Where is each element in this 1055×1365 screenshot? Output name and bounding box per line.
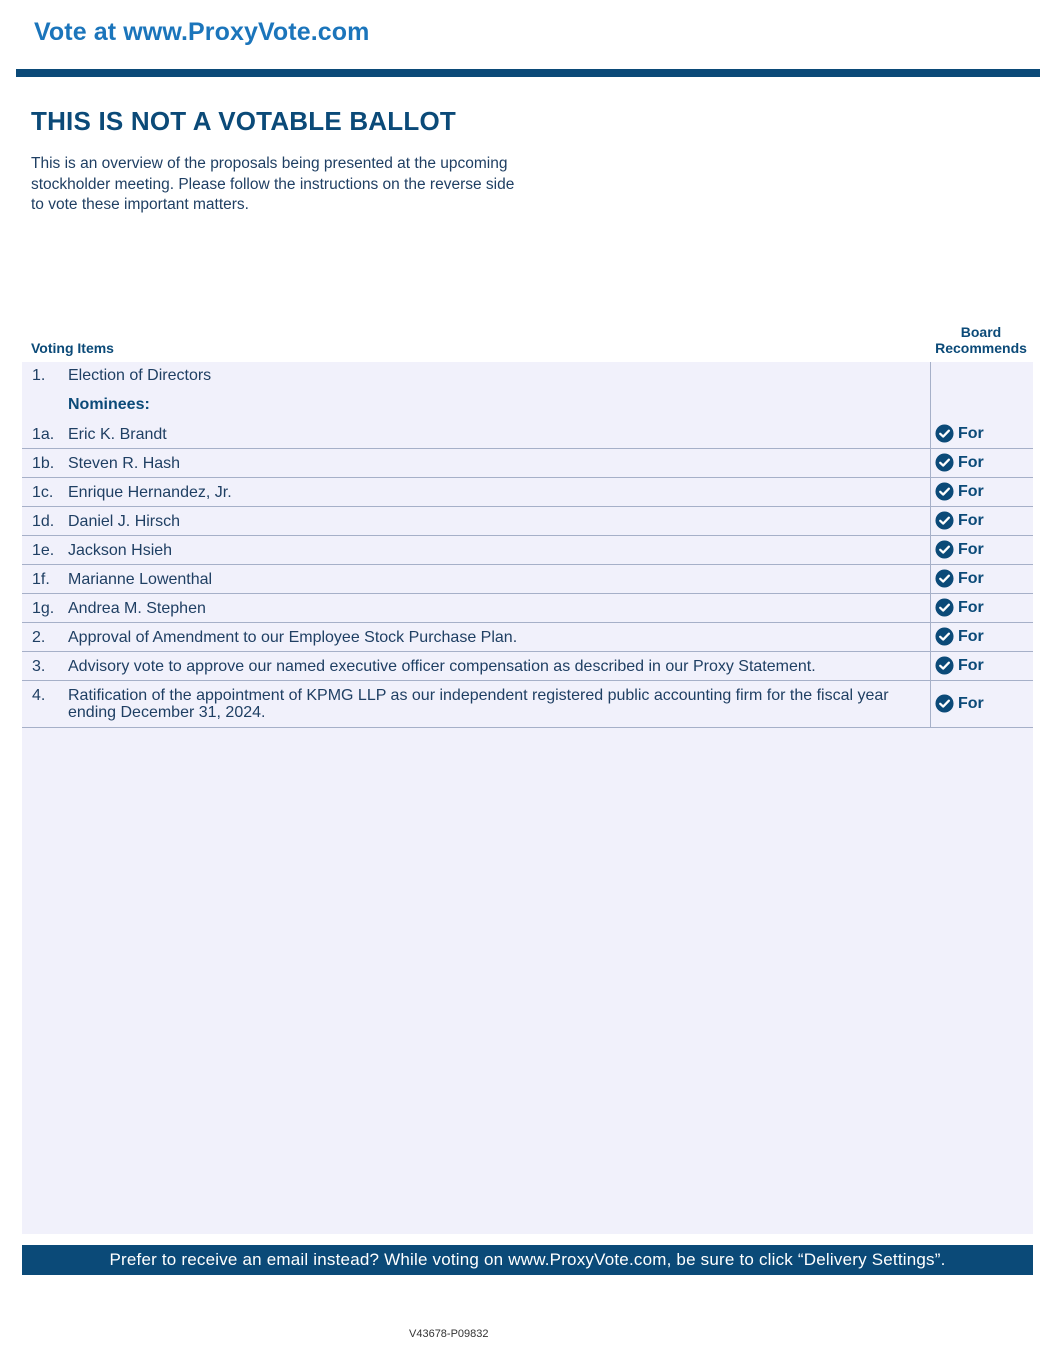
recommendation <box>935 694 984 713</box>
item-text: Approval of Amendment to our Employee Stock Purchase Plan. <box>68 629 518 646</box>
recommendation-label: For <box>958 424 984 442</box>
item-number: 1. <box>32 367 46 384</box>
recommendation-label: For <box>958 482 984 500</box>
check-circle-icon <box>935 627 954 646</box>
recommendation-label: For <box>958 540 984 558</box>
item-number: 4. <box>32 687 46 704</box>
check-circle-icon <box>935 511 954 530</box>
item-text: Daniel J. Hirsch <box>68 513 181 530</box>
item-text: Eric K. Brandt <box>68 426 167 443</box>
recommendation <box>935 540 984 559</box>
check-circle-icon <box>935 598 954 617</box>
table-row <box>22 536 1033 565</box>
check-circle-icon <box>935 656 954 675</box>
section-row <box>22 367 1033 387</box>
header-rule <box>16 69 1040 77</box>
table-row <box>22 420 1033 449</box>
item-text: Marianne Lowenthal <box>68 571 213 588</box>
column-header-voting-items: Voting Items <box>31 340 114 356</box>
item-number: 3. <box>32 658 46 675</box>
item-number: 1g. <box>32 600 55 617</box>
recommendation-label: For <box>958 598 984 616</box>
recommendation <box>935 511 984 530</box>
column-header-board-line1: Board <box>960 324 1002 340</box>
table-row <box>22 565 1033 594</box>
item-text: Ratification of the appointment of KPMG LLP as our independent registered public accounting firm for the fiscal year ending December 31, 2024. <box>68 687 889 721</box>
recommendation <box>935 598 984 617</box>
table-row <box>22 681 1033 728</box>
item-number: 1d. <box>32 513 55 530</box>
recommendation-label: For <box>958 453 984 471</box>
item-number: 2. <box>32 629 46 646</box>
column-header-board-line2: Recommends <box>935 340 1027 356</box>
check-circle-icon <box>935 540 954 559</box>
item-text: Advisory vote to approve our named executive officer compensation as described in our Proxy Statement. <box>68 658 816 675</box>
recommendation-label: For <box>958 569 984 587</box>
nominees-row <box>22 396 1033 416</box>
check-circle-icon <box>935 424 954 443</box>
item-number: 1a. <box>32 426 55 443</box>
recommendation-label: For <box>958 627 984 645</box>
item-number: 1c. <box>32 484 54 501</box>
recommendation <box>935 482 984 501</box>
table-row <box>22 652 1033 681</box>
table-row <box>22 478 1033 507</box>
nominees-label: Nominees: <box>68 396 150 413</box>
item-text: Jackson Hsieh <box>68 542 173 559</box>
check-circle-icon <box>935 482 954 501</box>
recommendation <box>935 656 984 675</box>
table-row <box>22 623 1033 652</box>
item-text: Steven R. Hash <box>68 455 181 472</box>
column-header-board-recommends <box>930 324 1032 356</box>
recommendation <box>935 627 984 646</box>
recommendation-label: For <box>958 656 984 674</box>
check-circle-icon <box>935 569 954 588</box>
document-code: V43678-P09832 <box>409 1328 489 1340</box>
item-number: 1e. <box>32 542 55 559</box>
recommendation-label: For <box>958 511 984 529</box>
recommendation <box>935 424 984 443</box>
check-circle-icon <box>935 453 954 472</box>
recommendation <box>935 453 984 472</box>
check-circle-icon <box>935 694 954 713</box>
page-title: THIS IS NOT A VOTABLE BALLOT <box>31 106 456 136</box>
intro-text: This is an overview of the proposals being presented at the upcoming stockholder meeting. Please follow the instructions on the reverse side to vote these important matters. <box>31 155 515 213</box>
item-number: 1f. <box>32 571 50 588</box>
site-title: Vote at www.ProxyVote.com <box>34 18 370 46</box>
item-text: Election of Directors <box>68 367 212 384</box>
email-delivery-banner: Prefer to receive an email instead? While voting on www.ProxyVote.com, be sure to click “Delivery Settings”. <box>22 1245 1033 1275</box>
item-text: Enrique Hernandez, Jr. <box>68 484 232 501</box>
item-text: Andrea M. Stephen <box>68 600 206 617</box>
table-row <box>22 449 1033 478</box>
item-number: 1b. <box>32 455 55 472</box>
table-row <box>22 594 1033 623</box>
table-row <box>22 507 1033 536</box>
recommendation-label: For <box>958 694 984 712</box>
recommendation <box>935 569 984 588</box>
